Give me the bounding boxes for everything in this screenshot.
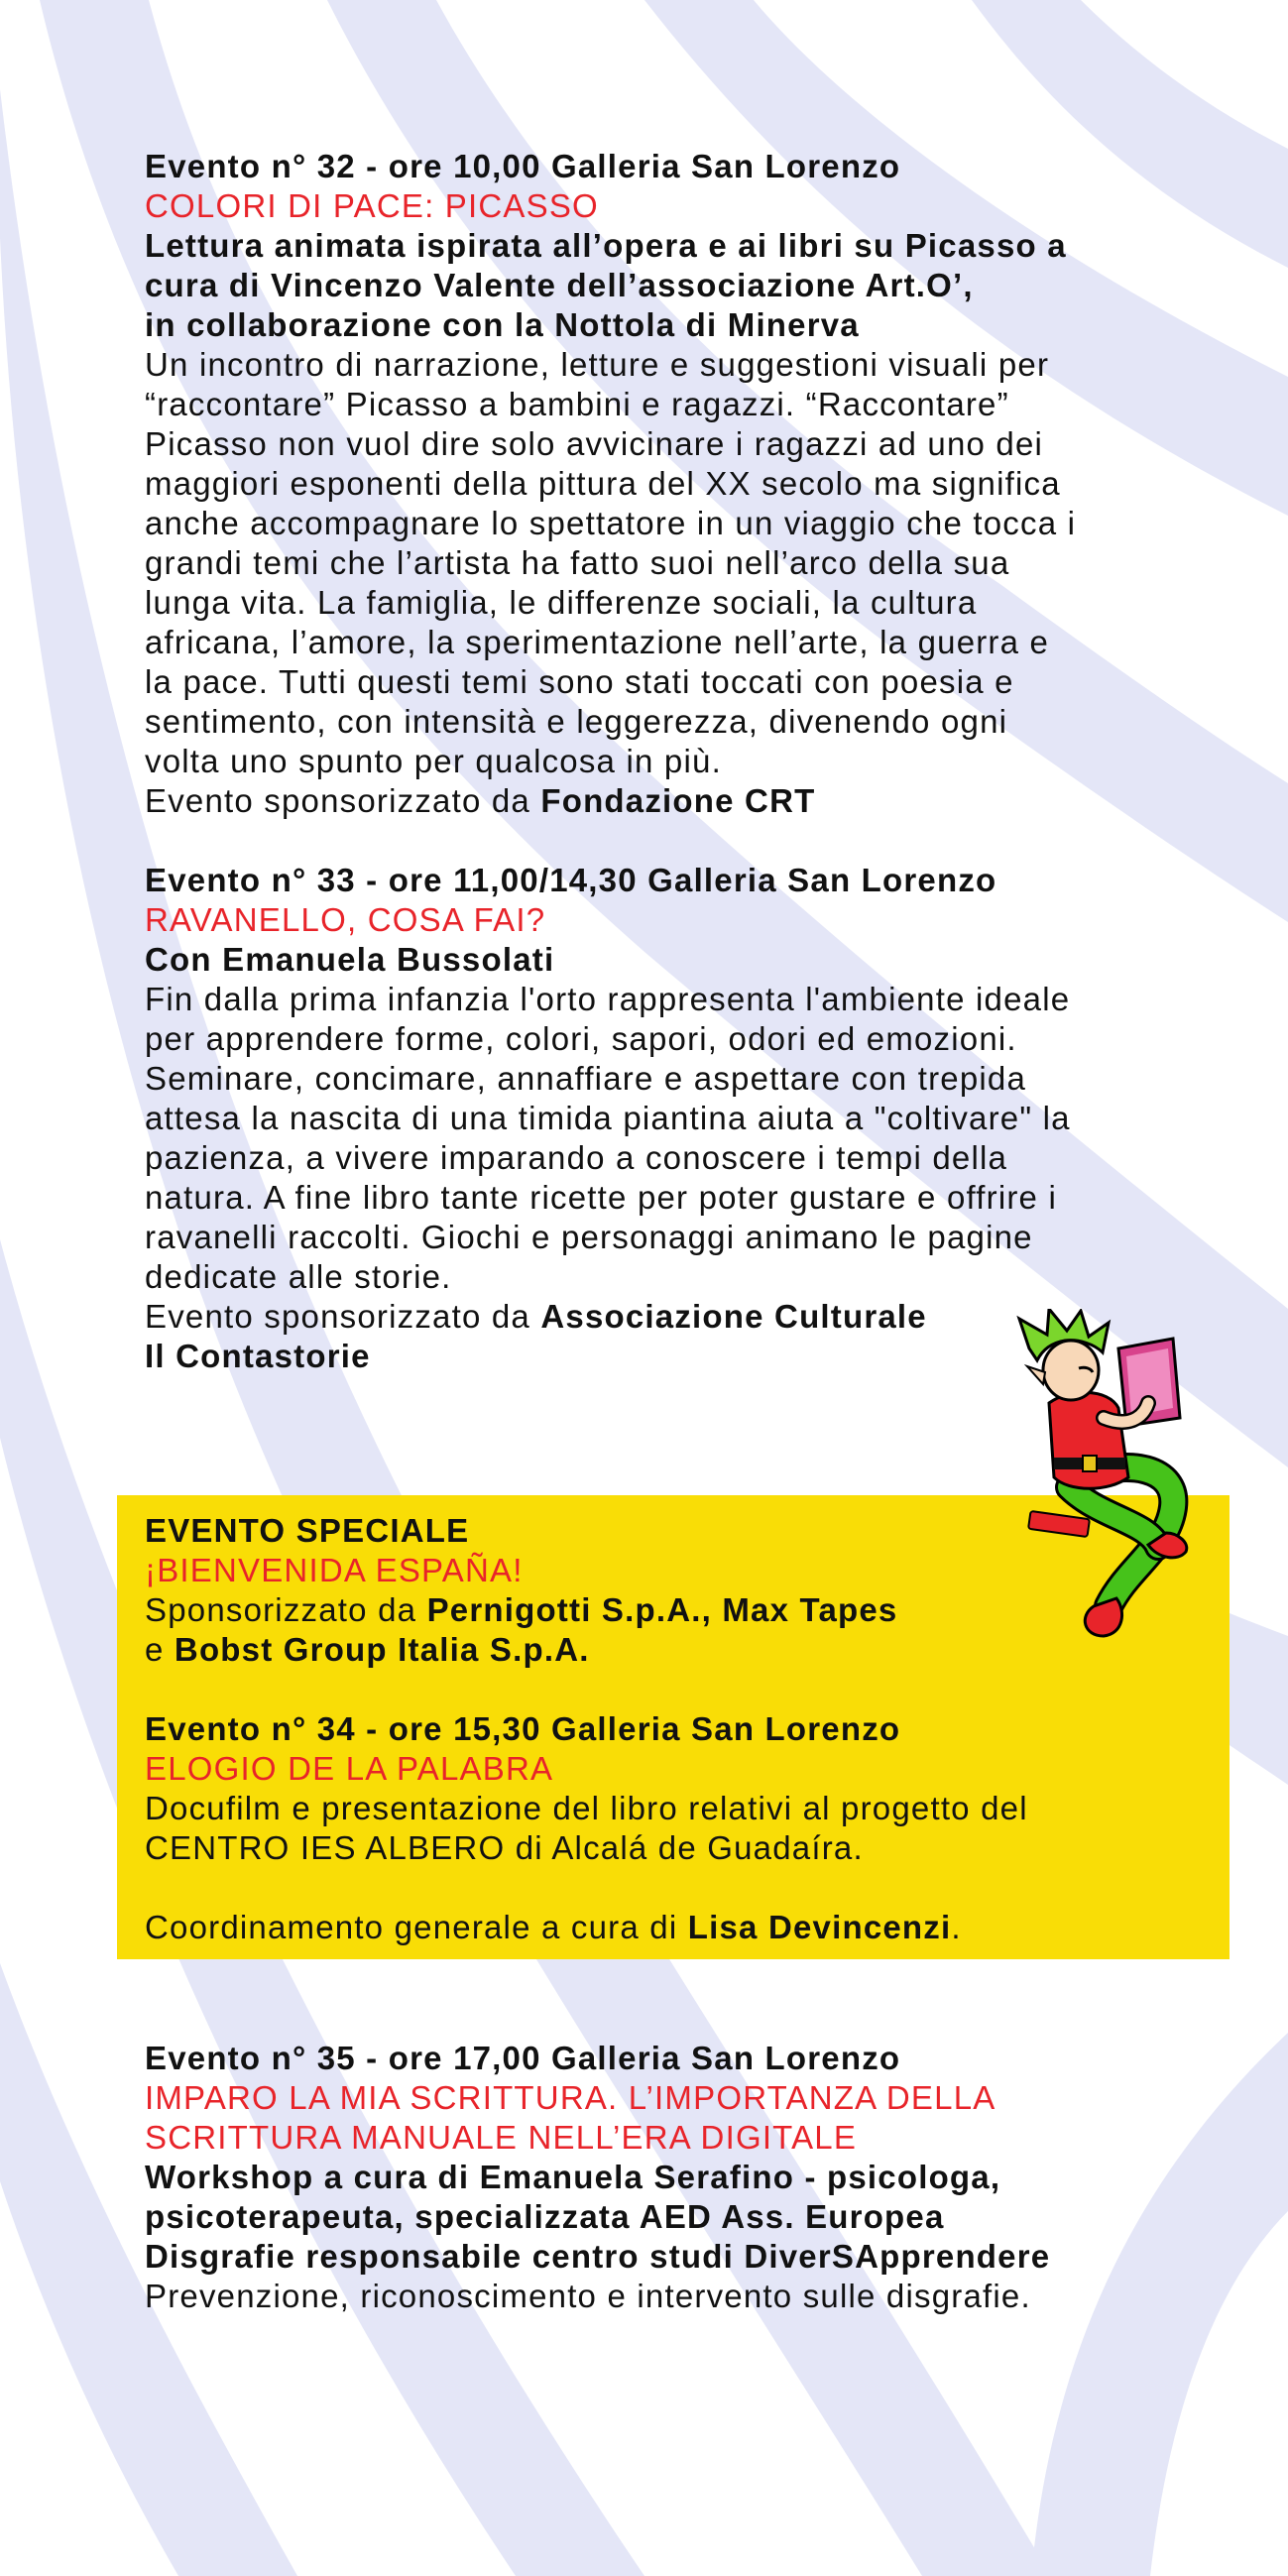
event-32-body-line: la pace. Tutti questi temi sono stati toccati con poesia e (145, 663, 1014, 700)
event-32-body-line: africana, l’amore, la sperimentazione nell’arte, la guerra e (145, 624, 1050, 660)
event-33-header: Evento n° 33 - ore 11,00/14,30 Galleria San Lorenzo (145, 862, 997, 898)
event-35-body-line: Prevenzione, riconoscimento e intervento sulle disgrafie. (145, 2278, 1031, 2314)
event-32-subtitle-line: Lettura animata ispirata all’opera e ai libri su Picasso a (145, 227, 1067, 264)
event-32-body-line: lunga vita. La famiglia, le differenze sociali, la cultura (145, 584, 978, 621)
event-33-body-line: attesa la nascita di una timida piantina aiuta a "coltivare" la (145, 1100, 1071, 1136)
event-33 (145, 861, 1176, 1376)
sponsor-name: Fondazione CRT (540, 782, 816, 819)
event-35-subtitle-line: psicoterapeuta, specializzata AED Ass. Europea (145, 2198, 945, 2235)
special-event-title: ¡BIENVENIDA ESPAÑA! (145, 1552, 524, 1588)
event-35-subtitle-line: Disgrafie responsabile centro studi DiverSApprendere (145, 2238, 1051, 2275)
sponsor-name: Associazione Culturale (540, 1298, 927, 1335)
event-35-title-line: SCRITTURA MANUALE NELL’ERA DIGITALE (145, 2119, 858, 2156)
event-32-sponsor (145, 781, 1176, 821)
event-33-body-line: pazienza, a vivere imparando a conoscere i tempi della (145, 1139, 1008, 1176)
sponsor-name: Bobst Group Italia S.p.A. (174, 1631, 590, 1668)
event-34-title: ELOGIO DE LA PALABRA (145, 1750, 554, 1787)
sponsor-prefix: Sponsorizzato da (145, 1591, 427, 1628)
event-33-body-line: dedicate alle storie. (145, 1258, 452, 1295)
sponsor-prefix: Evento sponsorizzato da (145, 782, 541, 819)
event-34-header: Evento n° 34 - ore 15,30 Galleria San Lorenzo (145, 1710, 901, 1747)
event-32-body-line: Un incontro di narrazione, letture e suggestioni visuali per (145, 346, 1050, 383)
event-33-title: RAVANELLO, COSA FAI? (145, 901, 546, 938)
event-34-body-line: CENTRO IES ALBERO di Alcalá de Guadaíra. (145, 1829, 864, 1866)
coordinator-name: Lisa Devincenzi (687, 1909, 952, 1945)
event-34-body-line: Docufilm e presentazione del libro relativi al progetto del (145, 1790, 1028, 1826)
event-33-body-line: per apprendere forme, colori, sapori, odori ed emozioni. (145, 1020, 1017, 1057)
sponsor-name: Pernigotti S.p.A., Max Tapes (426, 1591, 898, 1628)
event-program (145, 147, 1176, 2316)
event-33-sponsor-name-2: Il Contastorie (145, 1338, 371, 1374)
reading-elf-icon (1009, 1309, 1198, 1646)
coordination-prefix: Coordinamento generale a cura di (145, 1909, 688, 1945)
event-32-body-line: “raccontare” Picasso a bambini e ragazzi. “Raccontare” (145, 386, 1009, 422)
event-35 (145, 2039, 1176, 2316)
event-33-body-line: natura. A fine libro tante ricette per poter gustare e offrire i (145, 1179, 1058, 1216)
event-33-body-line: Seminare, concimare, annaffiare e aspettare con trepida (145, 1060, 1027, 1097)
event-33-body-line: ravanelli raccolti. Giochi e personaggi animano le pagine (145, 1219, 1033, 1255)
event-33-subtitle-line: Con Emanuela Bussolati (145, 941, 555, 978)
sponsor-and: e (145, 1631, 175, 1668)
event-32-body-line: maggiori esponenti della pittura del XX secolo ma significa (145, 465, 1061, 502)
event-35-subtitle-line: Workshop a cura di Emanuela Serafino - psicologa, (145, 2159, 1001, 2195)
event-32-title: COLORI DI PACE: PICASSO (145, 187, 599, 224)
event-33-body-line: Fin dalla prima infanzia l'orto rappresenta l'ambiente ideale (145, 981, 1071, 1017)
event-32-header: Evento n° 32 - ore 10,00 Galleria San Lorenzo (145, 148, 901, 184)
event-32-subtitle-line: in collaborazione con la Nottola di Minerva (145, 306, 860, 343)
event-32-body-line: sentimento, con intensità e leggerezza, divenendo ogni (145, 703, 1008, 740)
event-32-body-line: Picasso non vuol dire solo avvicinare i ragazzi ad uno dei (145, 425, 1044, 462)
event-34-coordination (145, 1908, 1202, 1947)
event-32 (145, 147, 1176, 821)
coordination-suffix: . (951, 1909, 962, 1945)
event-32-subtitle-line: cura di Vincenzo Valente dell’associazione Art.O’, (145, 267, 974, 303)
event-32-body-line: grandi temi che l’artista ha fatto suoi nell’arco della sua (145, 544, 1010, 581)
special-event-label: EVENTO SPECIALE (145, 1512, 470, 1549)
event-32-body-line: volta uno spunto per qualcosa in più. (145, 743, 722, 779)
sponsor-prefix: Evento sponsorizzato da (145, 1298, 541, 1335)
event-35-header: Evento n° 35 - ore 17,00 Galleria San Lorenzo (145, 2040, 901, 2076)
event-32-body-line: anche accompagnare lo spettatore in un viaggio che tocca i (145, 505, 1077, 541)
event-35-title-line: IMPARO LA MIA SCRITTURA. L’IMPORTANZA DELLA (145, 2079, 996, 2116)
